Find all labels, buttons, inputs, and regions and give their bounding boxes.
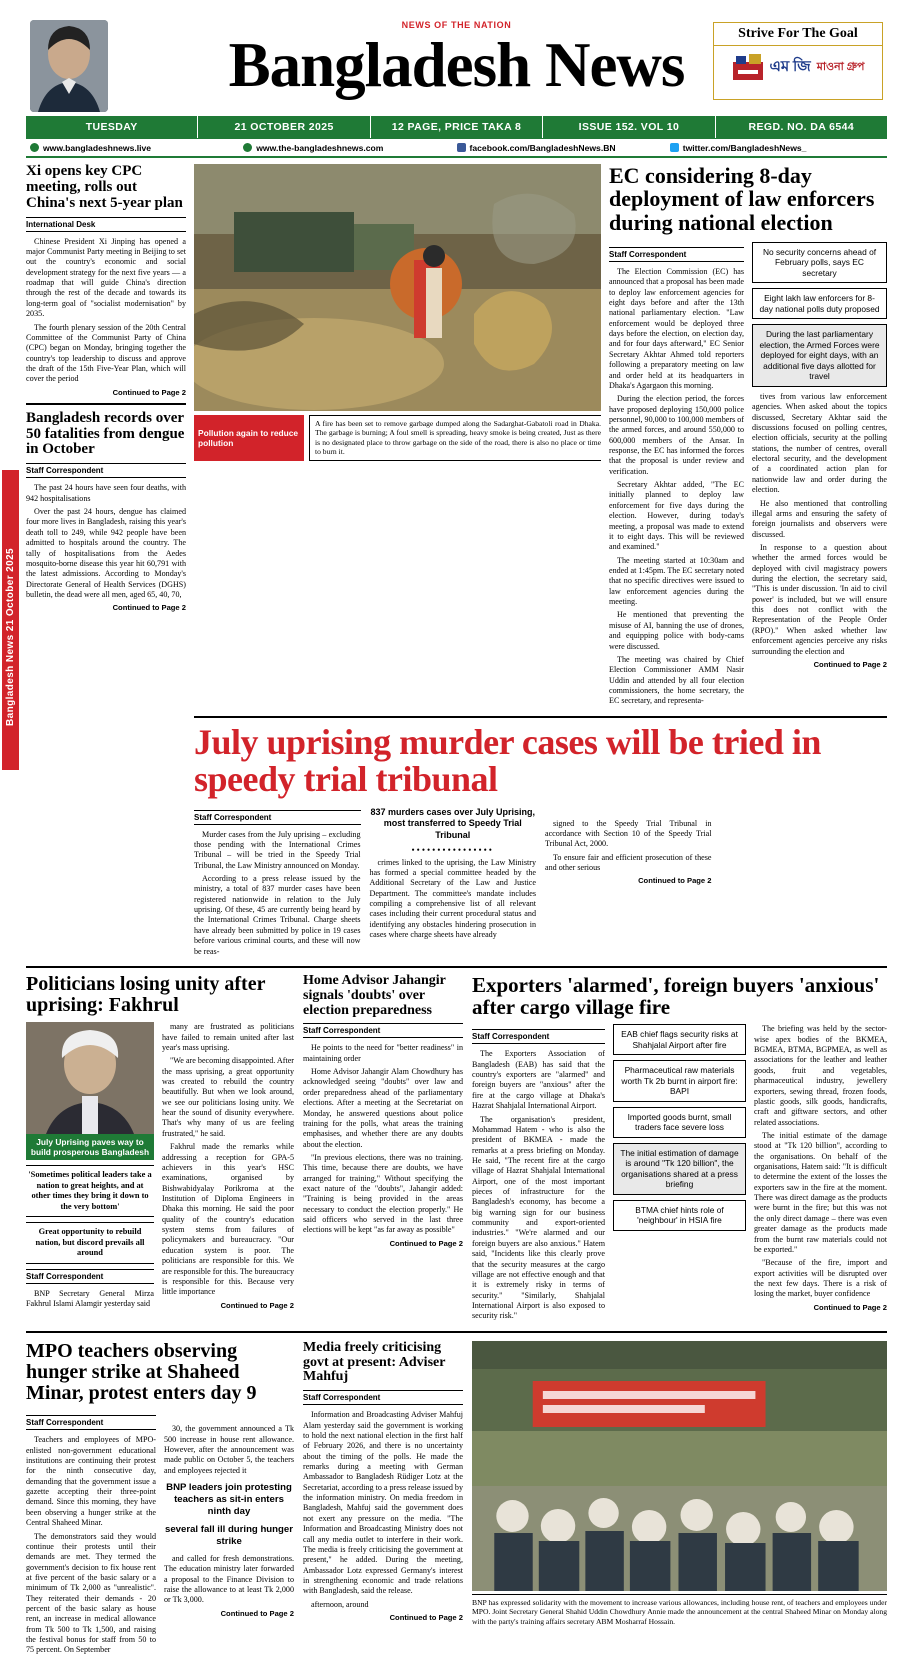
- bottom-section: [26, 1341, 887, 1659]
- home-advisor-byline: Staff Correspondent: [303, 1023, 463, 1038]
- ec-p1: The Election Commission (EC) has announced that a proposal has been made to deploy law enforcement agencies for eight days before and after the 13th national parliamentary election. "Law enforcement would be deployed three days before the election, on election day, and for four days afterward," EC Senior Secretary Akhtar Ahmed told reporters following a preparatory meeting on law and order held at its headquarters in Dhaka's Agargaon this morning.: [609, 266, 744, 390]
- site1-link[interactable]: [30, 143, 243, 153]
- ec-continued[interactable]: Continued to Page 2: [813, 659, 887, 669]
- xi-body: [26, 237, 186, 385]
- issue-info-bar: [26, 116, 887, 138]
- fakhrul-continued[interactable]: Continued to Page 2: [220, 1300, 294, 1310]
- lead-story: [194, 710, 887, 960]
- ec-box-3: During the last parliamentary election, the Armed Forces were deployed for eight days, with an additional five days allotted for travel: [752, 324, 887, 387]
- lead-p5: To ensure fair and efficient prosecution of these and other serious: [545, 852, 712, 872]
- exporters-story: [472, 974, 887, 1325]
- mahfuj-p1: Information and Broadcasting Adviser Mahfuj Alam yesterday said the government is working to hold the next national election in the first half of February 2026, and there is no uncertainty about the timing of the polls. He made the remarks during a meeting with German Ambassador to Bangladesh Rüdiger Lotz at the Secretariat, according to a press release issued by the information ministry. On media freedom in Bangladesh, Mahfuj said the government does not exert any pressure on the media. "The Information and Broadcasting Ministry does not call any media outlet to interfere in their work. The media is freely criticising the government at present," he added. During the meeting, Ambassador Lotz expressed Germany's interest in strengthening economic and trade relations with Bangladesh, said the release.: [303, 1410, 464, 1596]
- lead-col1: [194, 830, 361, 957]
- ha-p1: He points to the need for "better readiness" in maintaining order: [303, 1043, 463, 1063]
- photo-caption: A fire has been set to remove garbage dumped along the Sadarghat-Gabatoli road in Dhaka. The garbage is burning; A foul smell is spreading, heavy smoke is being created, Just as there is no designated place to throw garbage on the side of the road, there is also no place or time to burn it.: [309, 415, 601, 461]
- mpo-headline[interactable]: MPO teachers observing hunger strike at Shaheed Minar, protest enters day 9: [26, 1339, 257, 1405]
- masthead-kicker: NEWS OF THE NATION: [401, 20, 512, 30]
- ec-col2: [752, 392, 887, 657]
- fakhrul-col2: [162, 1022, 294, 1297]
- facebook-link[interactable]: [457, 143, 670, 153]
- ec-p8: He also mentioned that controlling illegal arms and ensuring the safety of foreign journalists and observers were discussed.: [752, 498, 887, 539]
- dengue-body: [26, 483, 186, 600]
- twitter-label: twitter.com/BangladeshNews_: [682, 142, 807, 153]
- protest-photo: [472, 1341, 887, 1591]
- lead-wrap: [26, 710, 887, 960]
- lead-col3: [545, 805, 712, 874]
- xi-continued[interactable]: Continued to Page 2: [112, 387, 186, 397]
- photo-tag: Pollution again to reduce pollution: [194, 415, 304, 461]
- lead-p3: crimes linked to the uprising, the Law Ministry has formed a special committee headed by the Additional Secretary of the Law and Justice Department. The committee's mandate includes compiling a comprehensive list of all relevant cases including their current procedural status and identifying any obstacles hindering prosecution in cases where charge sheets have already: [369, 857, 536, 940]
- ec-story: [609, 164, 887, 710]
- home-advisor-continued[interactable]: Continued to Page 2: [389, 1238, 463, 1248]
- exp-p1: The Exporters Association of Bangladesh (EAB) has said that the country's exporters are "alarmed" and foreign buyers are "anxious" after the fire at the cargo village at Dhaka's Hazrat Shahjalal International Airport.: [472, 1049, 605, 1111]
- fakhrul-lead-tail: [26, 1289, 154, 1310]
- mahfuj-p2: afternoon, around: [311, 1599, 369, 1609]
- mpo-continued[interactable]: Continued to Page 2: [220, 1608, 294, 1618]
- photo-illustration: [194, 164, 601, 411]
- mpo-story: [26, 1341, 294, 1659]
- dengue-headline[interactable]: Bangladesh records over 50 fatalities from dengue in October: [26, 409, 185, 458]
- issue-pages-price: 12 PAGE, PRICE TAKA 8: [370, 116, 542, 138]
- ec-p6: The meeting was chaired by Chief Election Commissioner AMM Nasir Uddin and attended by all four election commissioners, the home secretary, the EC secretary, and representa-: [609, 654, 744, 706]
- badge-brand-sub: মাওনা গ্রুপ: [816, 61, 865, 73]
- exporters-box-2: Pharmaceutical raw materials worth Tk 2b burnt in airport fire: BAPI: [613, 1060, 746, 1102]
- web-links-bar: [26, 138, 887, 158]
- ec-p5: He mentioned that preventing the misuse of AI, banning the use of drones, and equipping police with body-cams were discussed.: [609, 610, 744, 651]
- advertiser-badge: [713, 22, 883, 100]
- fakhrul-photo-caption: July Uprising paves way to build prosperous Bangladesh: [26, 1134, 154, 1160]
- mahfuj-continued[interactable]: Continued to Page 2: [389, 1613, 463, 1623]
- ha-p2: Home Advisor Jahangir Alam Chowdhury has acknowledged seeing "doubts" over law and order preparedness ahead of the parliamentary elections. After a meeting at the Secretariat on Monday, he answered questions about police training for the polls, what areas the training emphasises, and whether there are any doubts about the election.: [303, 1067, 463, 1149]
- twitter-link[interactable]: [670, 143, 883, 153]
- twitter-icon: [670, 143, 679, 152]
- home-advisor-headline[interactable]: Home Advisor Jahangir signals 'doubts' over election preparedness: [303, 972, 446, 1018]
- site2-label: www.the-bangladeshnews.com: [256, 142, 384, 153]
- mpo-p1: Teachers and employees of MPO-enlisted non-government educational institutions are continuing their protest for the ninth consecutive day, demanding that the government issue a gazette accepting their three-point demand. Since this morning, they have been observing a hunger strike at the Central Shaheed Minar.: [26, 1435, 156, 1528]
- lead-p4: signed to the Speedy Trial Tribunal in accordance with Section 10 of the Speedy Trial Tribunal Act, 2000.: [545, 818, 712, 849]
- masthead-portrait-photo: [30, 20, 108, 112]
- mpo-p3: 30, the government announced a Tk 500 increase in house rent allowance. However, after the announcement was made public on October 5, the teachers and employees rejected it: [164, 1424, 294, 1475]
- fakhrul-portrait-illustration: [26, 1022, 154, 1134]
- mahfuj-headline[interactable]: Media freely criticising govt at present: Adviser Mahfuj: [303, 1339, 446, 1385]
- dengue-para-2: Over the past 24 hours, dengue has claimed four more lives in Bangladesh, raising this year's death toll to 249, while 942 people have been admitted to hospitals around the country. The tally of hospitalisations from the Aedes mosquito-borne disease this year hit 60,791 with the latest admissions. According to Monday's Directorate General of Health Services (DGHS) bulletin, the dead were all men, aged 65, 40, 70,: [26, 507, 186, 599]
- issue-regd: REGD. NO. DA 6544: [715, 116, 887, 138]
- mid-section: [26, 974, 887, 1325]
- ec-p2: During the election period, the forces have proposed deploying 150,000 police personnel, 90,000 to 100,000 members of the armed forces, and around 550,000 to 600,000 members of the Ansar. In response, the EC has informed the forces that the proposal is under review and verification.: [609, 394, 744, 476]
- mpo-box-1: BNP leaders join protesting teachers as sit-in enters ninth day: [166, 1482, 292, 1518]
- fakhrul-p1: many are frustrated as politicians have failed to remain united after last year's mass uprising.: [162, 1022, 294, 1052]
- exporters-col2: [754, 1024, 887, 1299]
- home-advisor-body: [303, 1043, 463, 1235]
- exp-p2: The organisation's president, Mohammad Hatem - who is also the president of BKMEA - made the remarks at a press briefing on Monday. He said, "The recent fire at the cargo village of Hazrat Shahjalal International Airport, one of the most important pieces of infrastructure for the Bangladesh's economy, has become a big warning sign for our business community and export-oriented industries." "We're alarmed and our foreign buyers are also anxious." Hatem said, "Incidents like this clearly prove that the security measures at the cargo village are not effective enough and that it is extremely risky in terms of security." "Similarly, Shahjalal International Airport is also exposed to security risk.": [472, 1114, 605, 1321]
- fakhrul-p3: Fakhrul made the remarks while addressing a reception for GPA-5 achievers in this year's HSC examinations, organised by Bishwabidyalay Porikroma at the Institution of Diploma Engineers in Dhaka this morning. He said the poor quality of the country's education system stems from failures of policymakers and bureaucracy. "Our education system is poor. The politicians are responsible for this. We are responsible for this. The bureaucracy is responsible for this. Because very little importance: [162, 1142, 294, 1297]
- lead-byline: Staff Correspondent: [194, 810, 361, 825]
- issue-date: 21 OCTOBER 2025: [197, 116, 369, 138]
- badge-slogan: Strive For The Goal: [714, 23, 882, 46]
- mpo-col1: [26, 1435, 156, 1656]
- exp-p3: The briefing was held by the sector-wise apex bodies of the BKMEA, BGMEA, BTMA, BGPMEA, as well as associations for the leather and leather goods, fruit and vegetables, pharmaceutical industry, jewellery exporters, sewing thread, frozen foods, plastic goods, silk goods, handicrafts, craft and giftware sectors, and other related associations.: [754, 1024, 887, 1127]
- facebook-icon: [457, 143, 466, 152]
- fakhrul-photo: [26, 1022, 154, 1134]
- lead-dots: ••••••••••••••••: [411, 844, 494, 855]
- xi-para-1: Chinese President Xi Jinping has opened a major Communist Party meeting in Beijing to set out the country's economic and social development strategy for the next five years — a roadmap that will guide China's direction through the rest of the decade and towards its long-term goal of "socialist modernisation" by 2035.: [26, 236, 186, 319]
- mpo-box-2: several fall ill during hunger strike: [165, 1524, 293, 1547]
- exporters-byline: Staff Correspondent: [472, 1029, 605, 1044]
- lead-col2: [370, 858, 537, 941]
- dengue-continued[interactable]: Continued to Page 2: [112, 603, 186, 613]
- center-column: [194, 164, 601, 710]
- mpo-byline: Staff Correspondent: [26, 1415, 156, 1430]
- mpo-p4: and called for fresh demonstrations. The education ministry later forwarded a proposal to the Finance Division to raise the allowance to at least Tk 2,000 or Tk 3,000.: [164, 1553, 294, 1605]
- fakhrul-p2: "We are becoming disappointed. After the mass uprising, a great opportunity was created to rebuild the country beautifully. But when we look around, we see our politicians losing unity. We hear the sound of disunity everywhere. That's why many of us are feeling frustrated," he said.: [162, 1056, 294, 1138]
- mpo-col2-tail: [164, 1554, 294, 1606]
- masthead-title: Bangladesh News: [228, 30, 685, 100]
- masthead: [26, 8, 887, 116]
- garbage-fire-photo: [194, 164, 601, 411]
- protest-photo-illustration: [472, 1341, 887, 1591]
- exporters-box-5: BTMA chief hints role of 'neighbour' in HSIA fire: [613, 1200, 746, 1231]
- fakhrul-quote-2: Great opportunity to rebuild nation, but discord prevails all around: [26, 1222, 154, 1264]
- ec-p7: tives from various law enforcement agencies. When asked about the topics discussed, Secretary Akhtar said the discussions focused on polling centres, election officials, security at the polling stations, the number of centres, overall electoral security, and the development of a coordinated action plan for nationwide law and order during the election.: [752, 391, 887, 495]
- lead-p1: Murder cases from the July uprising – excluding those pending with the International Crimes Tribunal – will be tried in the Speedy Trial Tribunal, the Law Ministry announced on Monday.: [194, 829, 361, 870]
- mpo-col2: [164, 1410, 294, 1476]
- portrait-illustration: [30, 20, 108, 112]
- home-advisor-story: [303, 974, 463, 1325]
- facebook-label: facebook.com/BangladeshNews.BN: [469, 142, 616, 153]
- exporters-col1: [472, 1049, 605, 1321]
- dengue-byline: Staff Correspondent: [26, 463, 186, 478]
- globe-icon: [30, 143, 39, 152]
- xi-para-2: The fourth plenary session of the 20th Central Committee of the Communist Party of China (CPC) began on Monday, bringing together the country's top leadership to discuss and approve the draft of the 15th Five-Year Plan, which will cover the period: [26, 322, 186, 384]
- site1-label: www.bangladeshnews.live: [43, 142, 152, 153]
- lead-headline[interactable]: July uprising murder cases will be tried in speedy trial tribunal: [194, 721, 821, 800]
- ec-p4: The meeting started at 10:30am and ended at 1:45pm. The EC secretary noted that no specific directives were issued to law enforcement agencies during the meeting.: [609, 555, 744, 607]
- badge-brand: এম জি: [769, 59, 811, 75]
- issue-day: TUESDAY: [85, 121, 138, 133]
- mpo-p2: The demonstrators said they would continue their protests until their demands are met. They termed the government's decision to fix house rent at five percent of the basic salary or a minimum of Tk 2,000 as "unrealistic". They reiterated their demands - 20 percent of the basic salary as house rent, an increase in medical allowance from Tk 500 to Tk 1,500, and raising the festival bonus for staff from 50 to 75 percent. On September: [26, 1531, 156, 1655]
- brand-logo-icon: [732, 52, 764, 82]
- top-section: [26, 164, 887, 710]
- dengue-para-1: The past 24 hours have seen four deaths, with 942 hospitalisations: [26, 483, 186, 503]
- exp-p5: "Because of the fire, import and export activities will be disrupted over the next few days. There is a risk of losing the market, buyer confidence: [754, 1258, 887, 1299]
- exporters-box-4: The initial estimation of damage is around "Tk 120 billion", the organisations shared at a press briefing: [613, 1143, 746, 1195]
- ec-box-2: Eight lakh law enforcers for 8-day national polls duty proposed: [752, 288, 887, 319]
- ec-p9: In response to a question about whether the armed forces would be deployed with civil magistracy powers during the election, the secretary said, "This is under discussion. 'In aid to civil power' is included, but we will ensure this does not conflict with the Representation of the People Order (RPO)." When asked whether law enforcement agencies perceive any risks surrounding the election and: [752, 542, 887, 656]
- left-column: [26, 164, 186, 710]
- fakhrul-story: [26, 974, 294, 1325]
- fakhrul-byline: Staff Correspondent: [26, 1269, 154, 1284]
- page-spine: [0, 0, 22, 1665]
- ec-headline[interactable]: EC considering 8-day deployment of law enforcers during national election: [609, 163, 875, 235]
- ec-box-1: No security concerns ahead of February polls, says EC secretary: [752, 242, 887, 284]
- globe-icon-2: [243, 143, 252, 152]
- issue-number: ISSUE 152. VOL 10: [542, 116, 714, 138]
- fakhrul-p0: BNP Secretary General Mirza Fakhrul Islami Alamgir yesterday said: [26, 1288, 154, 1309]
- exporters-headline[interactable]: Exporters 'alarmed', foreign buyers 'anxious' after cargo village fire: [472, 972, 880, 1020]
- mahfuj-body: [303, 1410, 463, 1610]
- ec-p3: Secretary Akhtar added, "The EC initially planned to deploy law enforcement for five days during the election. However, during today's meeting, a proposal was made to extend it to eight days. This will be reviewed and examined.": [609, 480, 744, 552]
- exporters-box-3: Imported goods burnt, small traders face severe loss: [613, 1107, 746, 1138]
- ec-byline: Staff Correspondent: [609, 247, 744, 262]
- ha-p3: "In previous elections, there was no training. This time, because there are doubts, we have arranged for training," Without specifying the exact nature of the "doubts", Jahangir added: "Training is being provided in the areas necessary to conduct the election properly." He said officers who served in the last three elections will be kept "as far away as possible": [303, 1152, 463, 1235]
- spine-label: Bangladesh News 21 October 2025: [5, 547, 16, 727]
- bottom-photo-block: [472, 1341, 887, 1659]
- mahfuj-byline: Staff Correspondent: [303, 1390, 463, 1405]
- bottom-photo-caption: BNP has expressed solidarity with the movement to increase various allowances, including house rent, of teachers and employees under MPO. Joint Secretary General Shahid Uddin Chowdhury Annie made the announcement at the central Shaheed Minar on Monday along with the party's training affairs secretary ABM Mosharraf Hossain.: [472, 1594, 887, 1627]
- exporters-continued[interactable]: Continued to Page 2: [813, 1302, 887, 1312]
- site2-link[interactable]: [243, 143, 456, 153]
- ec-col1: [609, 267, 744, 707]
- exporters-box-1: EAB chief flags security risks at Shahjalal Airport after fire: [613, 1024, 746, 1055]
- fakhrul-headline[interactable]: Politicians losing unity after uprising: Fakhrul: [26, 972, 266, 1017]
- mahfuj-story: [303, 1341, 463, 1659]
- lead-subhead: 837 murders cases over July Uprising, most transferred to Speedy Trial Tribunal: [370, 806, 536, 840]
- fakhrul-quote-1: 'Sometimes political leaders take a nation to great heights, and at other times they bring it down to the very bottom': [26, 1165, 154, 1217]
- lead-p2: According to a press release issued by the ministry, a total of 837 murder cases have been registered nationwide in relation to the July uprising. Of these, 45 are currently being heard by the International Crimes Tribunal. Charge sheets have already been submitted by police in 19 cases before various criminal courts, and these will now be reas-: [194, 873, 361, 956]
- lead-continued[interactable]: Continued to Page 2: [638, 876, 712, 886]
- xi-byline: International Desk: [26, 217, 186, 232]
- xi-headline[interactable]: Xi opens key CPC meeting, rolls out China's next 5-year plan: [26, 163, 183, 211]
- exp-p4: The initial estimate of the damage stood at "Tk 120 billion", according to the organisations. On behalf of the organisations, Hatem said: "It is difficult to determine the extent of the losses the exporters saw in the fire at the moment. There was direct damage as the products were burnt in the fire; but this was not the only direct damage – there was even greater damage as the products made from the burnt raw materials could not be exported.": [754, 1130, 887, 1254]
